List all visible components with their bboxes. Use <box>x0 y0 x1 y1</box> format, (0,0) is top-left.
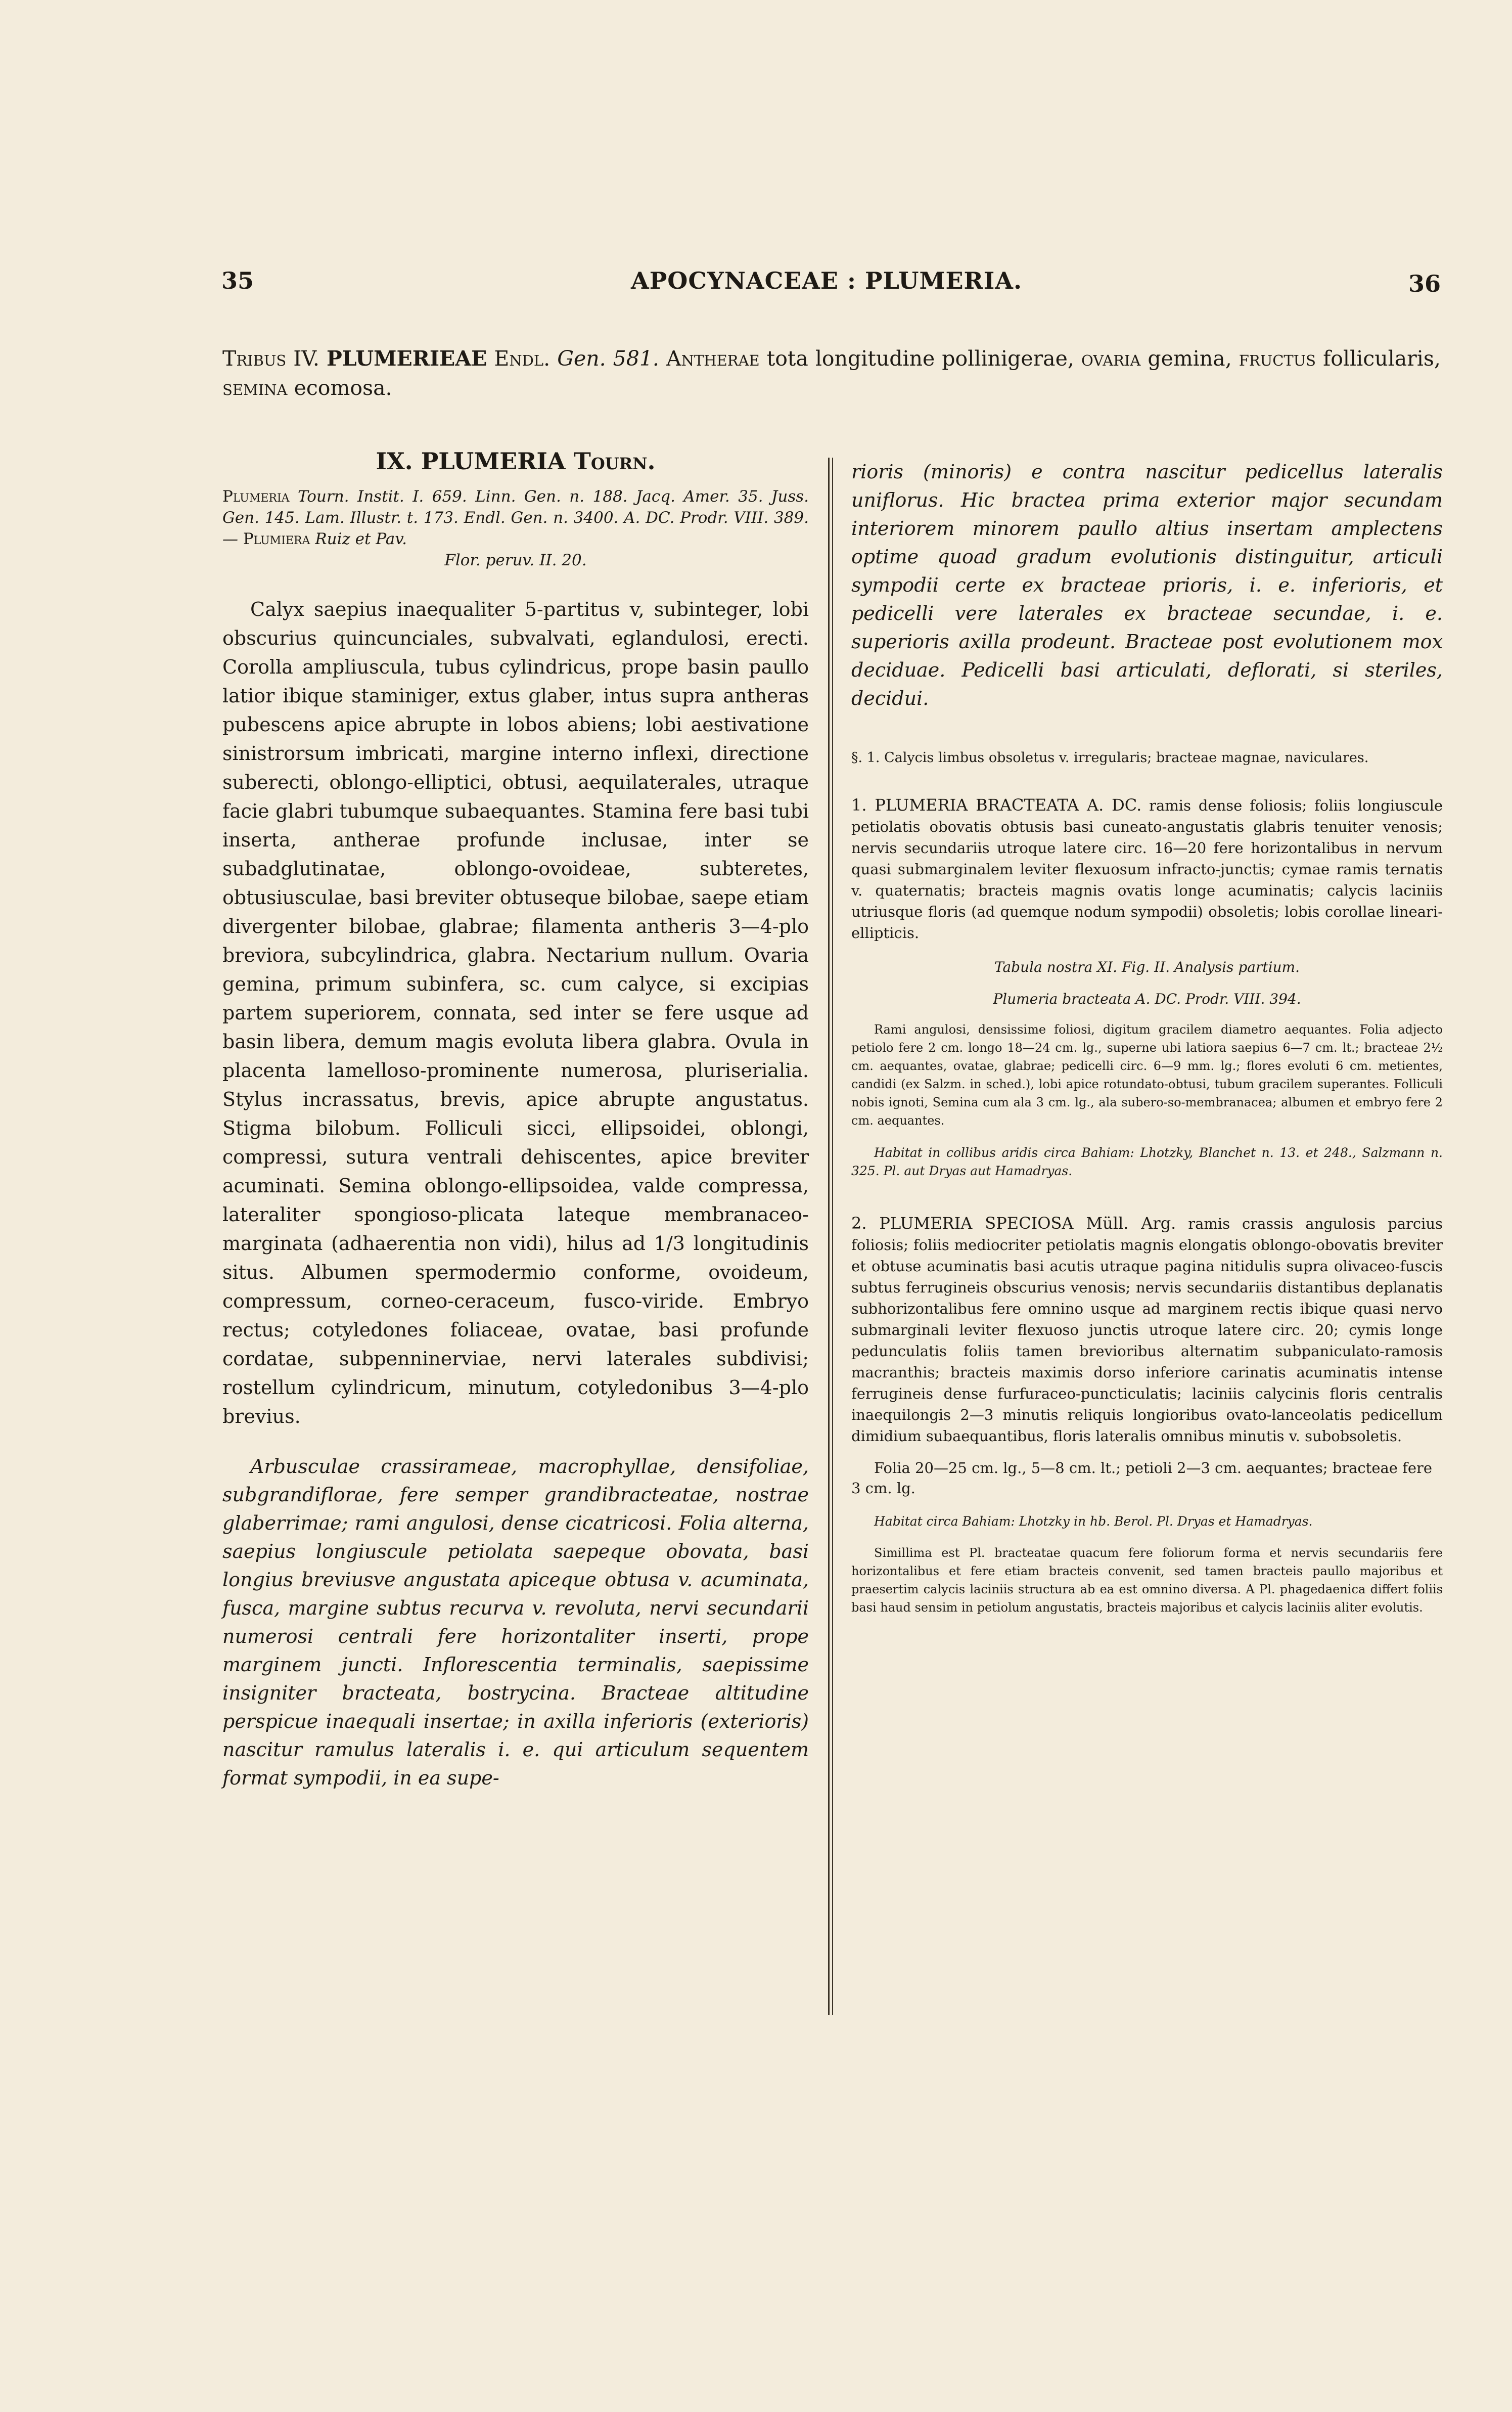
tribus-text-2: tota longitudine pollinigerae, <box>766 346 1074 371</box>
species-1-detail: Rami angulosi, densissime foliosi, digitum gracilem diametro aequantes. Folia adjecto petiolo fere 2 cm. longo 18—24 cm. lg., superne ubi latiora saepius 6—7 cm. lt.; bracteae 2½ cm. aequantes, ovatae, glabrae; pedicelli circ. 6—9 mm. lg.; flores evoluti 6 cm. metientes, candidi (ex Salzm. in sched.), lobi apice rotundato-obtusi, tubum gracilem superantes. Folliculi nobis ignoti, Semina cum ala 3 cm. lg., ala subero-so-membranacea; albumen et embryo fere 2 cm. aequantes. <box>851 1022 1443 1128</box>
species-2-note: Simillima est Pl. bracteatae quacum fere foliorum forma et nervis secundariis fere horizontalibus et fere etiam bracteis convenit, sed tamen bracteis paullo majoribus et praesertim calycis laciniis structura ab ea est omnino diversa. A Pl. phagedaenica differt foliis basi haud sensim in petiolum angustatis, bracteis majoribus et calycis laciniis aliter evolutis. <box>851 1546 1443 1615</box>
species-1-habitat: Habitat in collibus aridis circa Bahiam: Lhotzky, Blanchet n. 13. et 248., Salzmann n. 325. Pl. aut Dryas aut Hamadryas. <box>851 1145 1443 1178</box>
tribus-text-4: gemina, <box>1148 346 1232 371</box>
right-column <box>851 458 1443 1617</box>
species-2-diagnosis <box>851 1213 1443 1447</box>
running-header <box>212 267 1441 302</box>
tribus-text-8: ecomosa. <box>294 376 392 400</box>
page-number-left: 35 <box>221 267 254 294</box>
tribus-author: Endl. <box>494 346 551 371</box>
species-1-diagnosis <box>851 794 1443 944</box>
column-rule <box>828 458 830 2015</box>
tribus-label: Tribus IV. <box>222 346 319 371</box>
tribus-text-7: semina <box>222 376 288 400</box>
synonymy-5: Flor. peruv. II. 20. <box>444 551 587 569</box>
species-2-measures: Folia 20—25 cm. lg., 5—8 cm. lt.; petioli 2—3 cm. aequantes; bracteae fere 3 cm. lg. <box>851 1459 1433 1497</box>
left-column <box>222 448 809 1792</box>
species-2-diagnosis-text: ramis crassis angulosis parcius foliosis; foliis mediocriter petiolatis magnis elongatis oblongo-obovatis breviter et obtuse acuminatis basi acutis utraque pagina nitidulis supra olivaceo-fuscis subtus ferrugineis obscurius venosis; nervis secundariis distantibus deplanatis subhorizontalibus fere omnino usque ad marginem rectis ibique quasi nervo submarginali leviter flexuoso junctis utroque latere circ. 20; cymis longe pedunculatis foliis tamen brevioribus alternatim subpaniculato-ramosis macranthis; bracteis maximis dorso inferiore carinatis acuminatis intense ferrugineis dense furfuraceo-puncticulatis; laciniis calycinis floris centralis inaequilongis 2—3 minutis reliquis longioribus ovato-lanceolatis pedicellum dimidium subaequantibus, floris lateralis omnibus minutis v. subobsoletis. <box>851 1215 1443 1445</box>
genus-habit: Arbusculae crassirameae, macrophyllae, densifoliae, subgrandiflorae, fere semper grandibracteatae, nostrae glaberrimae; rami angulosi, dense cicatricosi. Folia alterna, saepius longiuscule petiolata saepeque obovata, basi longius breviusve angustata apiceque obtusa v. acuminata, fusca, margine subtus recurva v. revoluta, nervi secundarii numerosi centrali fere horizontaliter inserti, prope marginem juncti. Inflorescentia terminalis, saepissime insigniter bracteata, bostrycina. Bracteae altitudine perspicue inaequali insertae; in axilla inferioris (exterioris) nascitur ramulus lateralis i. e. qui articulum sequentem format sympodii, in ea supe- <box>222 1455 809 1789</box>
species-1-diagnosis-text: ramis dense foliosis; foliis longiuscule petiolatis obovatis obtusis basi cuneato-angustatis glabris tenuiter venosis; nervis secundariis utroque latere circ. 16—20 fere horizontalibus in nervum quasi submarginalem leviter flexuosum infracto-junctis; cymae ramis ternatis v. quaternatis; bracteis magnis ovatis longe acuminatis; calycis laciniis utriusque floris (ad quemque nodum sympodii) obsoletis; lobis corollae lineari-ellipticis. <box>851 797 1443 942</box>
synonymy-1: Plumeria <box>222 487 290 506</box>
tribus-text-6: follicularis, <box>1323 346 1441 371</box>
section-heading: §. 1. Calycis limbus obsoletus v. irregularis; bracteae magnae, naviculares. <box>851 750 1369 766</box>
tribus-text-5: fructus <box>1239 346 1316 371</box>
synonymy-2: Tourn. Instit. I. 659. Linn. Gen. n. 188. Jacq. Amer. 35. Juss. Gen. 145. Lam. Illustr. t. 173. Endl. Gen. n. 3400. A. DC. Prodr. VIII. 389. — <box>222 487 809 548</box>
species-2-name: 2. PLUMERIA SPECIOSA Müll. Arg. <box>851 1214 1176 1233</box>
genus-description: Calyx saepius inaequaliter 5-partitus v, subinteger, lobi obscurius quincunciales, subvalvati, eglandulosi, erecti. Corolla ampliuscula, tubus cylindricus, prope basin paullo latior ibique staminiger, extus glaber, intus supra antheras pubescens apice abrupte in lobos abiens; lobi aestivatione sinistrorsum imbricati, margine interno inflexi, directione suberecti, oblongo-elliptici, obtusi, aequilaterales, utraque facie glabri tubumque subaequantes. Stamina fere basi tubi inserta, antherae profunde inclusae, inter se subadglutinatae, oblongo-ovoideae, subteretes, obtusiusculae, basi breviter obtuseque bilobae, saepe etiam divergenter bilobae, glabrae; filamenta antheris 3—4-plo breviora, subcylindrica, glabra. Nectarium nullum. Ovaria gemina, primum subinfera, sc. cum calyce, si excipias partem superiorem, connata, sed inter se fere usque ad basin libera, demum magis evoluta libera glabra. Ovula in placenta lamelloso-prominente numerosa, pluriserialia. Stylus incrassatus, brevis, apice abrupte angustatus. Stigma bilobum. Folliculi sicci, ellipsoidei, oblongi, compressi, sutura ventrali dehiscentes, apice breviter acuminati. Semina oblongo-ellipsoidea, valde compressa, lateraliter spongioso-plicata lateque membranaceo-marginata (adhaerentia non vidi), hilus ad 1/3 longitudinis situs. Albumen spermodermio conforme, ovoideum, compressum, corneo-ceraceum, fusco-viride. Embryo rectus; cotyledones foliaceae, ovatae, basi profunde cordatae, subpenninerviae, nervi laterales subdivisi; rostellum cylindricum, minutum, cotyledonibus 3—4-plo brevius. <box>222 598 809 1427</box>
habit-continuation: rioris (minoris) e contra nascitur pedicellus lateralis uniflorus. Hic bractea prima exterior major secundam interiorem minorem paullo altius insertam amplectens optime quoad gradum evolutionis distinguitur, articuli sympodii certe ex bracteae prioris, i. e. inferioris, et pedicelli vere laterales ex bracteae secundae, i. e. superioris axilla prodeunt. Bracteae post evolutionem mox deciduae. Pedicelli basi articulati, deflorati, si steriles, decidui. <box>851 461 1443 709</box>
species-1-tabula: Tabula nostra XI. Fig. II. Analysis partium. <box>994 959 1300 975</box>
page-number-right: 36 <box>1408 270 1441 297</box>
tribus-text-1: Antherae <box>666 346 760 371</box>
synonymy-3: Plumiera <box>243 530 310 548</box>
column-rule-inner <box>832 458 833 2015</box>
species-2-habitat: Habitat circa Bahiam: Lhotzky in hb. Berol. Pl. Dryas et Hamadryas. <box>874 1514 1313 1529</box>
tribus-name: PLUMERIEAE <box>326 346 487 371</box>
species-1-citation: Plumeria bracteata A. DC. Prodr. VIII. 394. <box>993 991 1301 1007</box>
genus-name: IX. PLUMERIA <box>376 448 566 475</box>
tribus-ref: Gen. 581. <box>557 346 659 371</box>
genus-synonymy <box>222 486 809 571</box>
genus-author: Tourn. <box>573 448 656 475</box>
synonymy-4: Ruiz et Pav. <box>315 530 407 548</box>
species-1-name: 1. PLUMERIA BRACTEATA A. DC. <box>851 795 1142 815</box>
tribus-heading <box>222 344 1441 403</box>
running-title: APOCYNACEAE : PLUMERIA. <box>631 267 1022 294</box>
genus-title <box>222 448 809 475</box>
tribus-text-3: ovaria <box>1081 346 1141 371</box>
